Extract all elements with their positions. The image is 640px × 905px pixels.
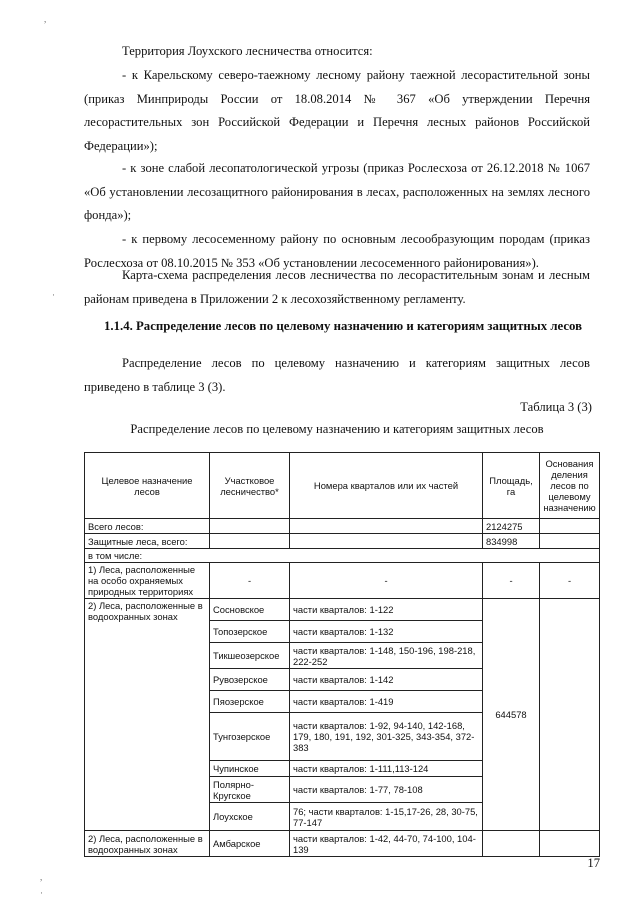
district-cell: Тикшеозерское [210, 643, 290, 669]
quarters-cell: части кварталов: 1-142 [290, 669, 483, 691]
table-title: Распределение лесов по целевому назначению и категориям защитных лесов [130, 422, 544, 436]
page-number: 17 [587, 856, 600, 870]
map-reference-paragraph: Карта-схема распределения лесов лесничества по лесорастительным зонам и лесным районам приведена в Приложении 2 к лесохозяйственному регламенту. [84, 268, 590, 306]
district-cell: Топозерское [210, 621, 290, 643]
section-paragraph: Распределение лесов по целевому назначению и категориям защитных лесов приведено в таблице 3 (3). [84, 356, 590, 394]
district-cell: Полярно-Кругское [210, 777, 290, 803]
water-zone-area: 644578 [483, 599, 540, 831]
header-area: Площадь, га [483, 453, 540, 519]
scan-speck: , [40, 872, 43, 882]
total-area: 2124275 [483, 519, 540, 534]
quarters-cell: части кварталов: 1-42, 44-70, 74-100, 104-139 [290, 831, 483, 857]
intro-paragraph: Территория Лоухского лесничества относится: [122, 44, 373, 58]
scan-speck: , [44, 14, 47, 24]
quarters-cell: части кварталов: 1-122 [290, 599, 483, 621]
quarters-cell: части кварталов: 1-111,113-124 [290, 761, 483, 777]
scan-speck: · [40, 888, 43, 898]
last-row-purpose: 2) Леса, расположенные в водоохранных зонах [85, 831, 210, 857]
header-basis: Основания деления лесов по целевому назначению [540, 453, 600, 519]
protected-areas-area: - [483, 563, 540, 599]
district-cell: Тунгозерское [210, 713, 290, 761]
quarters-cell: части кварталов: 1-92, 94-140, 142-168, 179, 180, 191, 192, 301-325, 343-354, 372-383 [290, 713, 483, 761]
table-row [85, 831, 600, 857]
total-label: Всего лесов: [85, 519, 210, 534]
including-row [85, 549, 600, 563]
section-heading: 1.1.4. Распределение лесов по целевому назначению и категориям защитных лесов [104, 319, 583, 333]
header-quarters: Номера кварталов или их частей [290, 453, 483, 519]
district-cell: Рувозерское [210, 669, 290, 691]
quarters-cell: части кварталов: 1-132 [290, 621, 483, 643]
forest-distribution-table [84, 452, 600, 857]
district-cell: Чупинское [210, 761, 290, 777]
protected-areas-quarters: - [290, 563, 483, 599]
water-zone-purpose: 2) Леса, расположенные в водоохранных зонах [85, 599, 210, 831]
protective-label: Защитные леса, всего: [85, 534, 210, 549]
seed-zone-paragraph: - к первому лесосеменному району по основным лесообразующим породам (приказ Рослесхоза от 08.10.2015 № 353 «Об установлении лесосеменного районирования»). [84, 232, 590, 270]
quarters-cell: части кварталов: 1-419 [290, 691, 483, 713]
header-district: Участковое лесничество* [210, 453, 290, 519]
quarters-cell: части кварталов: 1-77, 78-108 [290, 777, 483, 803]
protected-areas-basis: - [540, 563, 600, 599]
quarters-cell: 76; части кварталов: 1-15,17-26, 28, 30-75, 77-147 [290, 803, 483, 831]
scan-speck: · [52, 290, 55, 300]
protective-area: 834998 [483, 534, 540, 549]
district-cell: Амбарское [210, 831, 290, 857]
quarters-cell: части кварталов: 1-148, 150-196, 198-218, 222-252 [290, 643, 483, 669]
protective-row [85, 534, 600, 549]
table-row [85, 599, 600, 621]
district-cell: Сосновское [210, 599, 290, 621]
table-caption: Таблица 3 (3) [520, 400, 592, 414]
protected-areas-district: - [210, 563, 290, 599]
table-header-row [85, 453, 600, 519]
protected-areas-row [85, 563, 600, 599]
total-row [85, 519, 600, 534]
district-cell: Лоухское [210, 803, 290, 831]
including-label: в том числе: [85, 549, 600, 563]
forest-zone-paragraph: - к Карельскому северо-таежному лесному району таежной лесорастительной зоны (приказ Минприроды России от 18.08.2014 № 367 «Об утверждении Перечня лесорастительных зон Российской Федерации и Перечня лесных районов Российской Федерации»); [84, 68, 590, 153]
protected-areas-purpose: 1) Леса, расположенные на особо охраняемых природных территориях [85, 563, 210, 599]
header-purpose: Целевое назначение лесов [85, 453, 210, 519]
district-cell: Пяозерское [210, 691, 290, 713]
pest-zone-paragraph: - к зоне слабой лесопатологической угрозы (приказ Рослесхоза от 26.12.2018 № 1067 «Об установлении лесозащитного районирования в лесах, расположенных на землях лесного фонда»); [84, 161, 590, 222]
